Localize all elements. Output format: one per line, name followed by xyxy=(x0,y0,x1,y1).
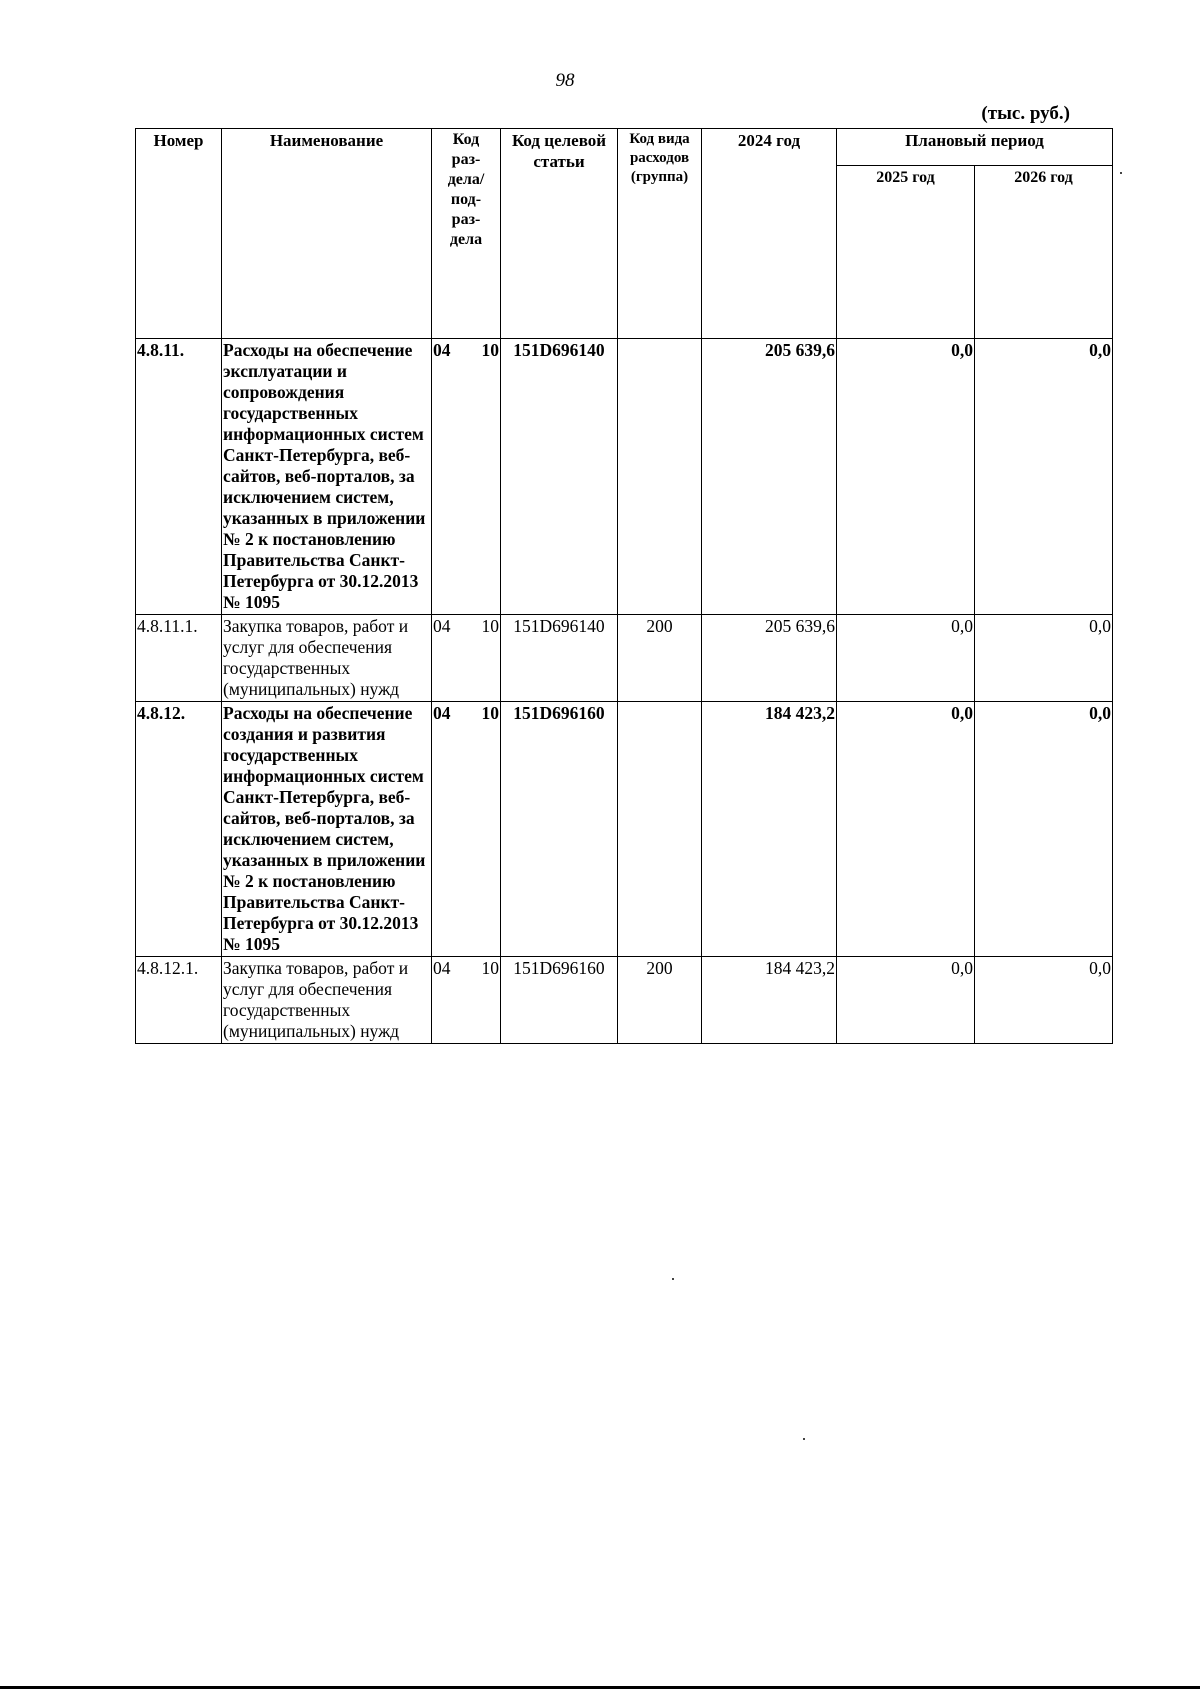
page-number: 98 xyxy=(555,70,575,91)
table-row xyxy=(136,702,1113,957)
row-target-code: 151D696140 xyxy=(501,339,618,615)
header-target-code: Код целевой статьи xyxy=(501,129,618,339)
budget-table xyxy=(135,128,1113,1044)
subsection-code: 10 xyxy=(481,616,499,636)
row-target-code: 151D696160 xyxy=(501,702,618,957)
scan-speck xyxy=(672,1278,674,1280)
row-expense-type xyxy=(618,702,702,957)
header-year-2025: 2025 год xyxy=(837,166,975,339)
row-section xyxy=(432,957,501,1044)
row-amount-2024: 205 639,6 xyxy=(702,339,837,615)
row-name: Расходы на обеспечение создания и развития государственных информационных систем Санкт-Петербурга, веб-сайтов, веб-порталов, за исключением систем, указанных в приложении № 2 к постановлению Правительства Санкт-Петербурга от 30.12.2013 № 1095 xyxy=(222,702,432,957)
header-planned-period: Плановый период xyxy=(837,129,1113,166)
row-name: Закупка товаров, работ и услуг для обеспечения государственных (муниципальных) нужд xyxy=(222,957,432,1044)
table-row xyxy=(136,615,1113,702)
row-amount-2024: 184 423,2 xyxy=(702,702,837,957)
row-amount-2025: 0,0 xyxy=(837,957,975,1044)
row-section xyxy=(432,339,501,615)
row-section xyxy=(432,615,501,702)
subsection-code: 10 xyxy=(481,340,499,360)
table-row xyxy=(136,339,1113,615)
row-amount-2024: 205 639,6 xyxy=(702,615,837,702)
header-section-code: Код раз- дела/ под- раз- дела xyxy=(432,129,501,339)
header-year-2024: 2024 год xyxy=(702,129,837,339)
section-code: 04 xyxy=(433,340,451,360)
units-label: (тыс. руб.) xyxy=(981,103,1070,124)
row-target-code: 151D696160 xyxy=(501,957,618,1044)
row-amount-2025: 0,0 xyxy=(837,339,975,615)
row-expense-type: 200 xyxy=(618,957,702,1044)
row-expense-type: 200 xyxy=(618,615,702,702)
row-number: 4.8.12. xyxy=(136,702,222,957)
scan-speck xyxy=(1120,172,1122,174)
row-amount-2026: 0,0 xyxy=(975,957,1113,1044)
row-section xyxy=(432,702,501,957)
subsection-code: 10 xyxy=(481,958,499,978)
row-amount-2025: 0,0 xyxy=(837,615,975,702)
header-row-top xyxy=(136,129,1113,166)
header-name: Наименование xyxy=(222,129,432,339)
row-amount-2024: 184 423,2 xyxy=(702,957,837,1044)
row-name: Закупка товаров, работ и услуг для обеспечения государственных (муниципальных) нужд xyxy=(222,615,432,702)
section-code: 04 xyxy=(433,958,451,978)
header-year-2026: 2026 год xyxy=(975,166,1113,339)
row-number: 4.8.11. xyxy=(136,339,222,615)
row-expense-type xyxy=(618,339,702,615)
row-target-code: 151D696140 xyxy=(501,615,618,702)
row-amount-2026: 0,0 xyxy=(975,339,1113,615)
section-code: 04 xyxy=(433,616,451,636)
table-row xyxy=(136,957,1113,1044)
row-number: 4.8.11.1. xyxy=(136,615,222,702)
section-code: 04 xyxy=(433,703,451,723)
scan-speck xyxy=(803,1438,805,1440)
header-expense-type: Код вида расходов (группа) xyxy=(618,129,702,339)
row-amount-2026: 0,0 xyxy=(975,702,1113,957)
row-amount-2026: 0,0 xyxy=(975,615,1113,702)
row-number: 4.8.12.1. xyxy=(136,957,222,1044)
header-number: Номер xyxy=(136,129,222,339)
row-amount-2025: 0,0 xyxy=(837,702,975,957)
subsection-code: 10 xyxy=(481,703,499,723)
row-name: Расходы на обеспечение эксплуатации и сопровождения государственных информационных систем Санкт-Петербурга, веб-сайтов, веб-порталов, за исключением систем, указанных в приложении № 2 к постановлению Правительства Санкт-Петербурга от 30.12.2013 № 1095 xyxy=(222,339,432,615)
